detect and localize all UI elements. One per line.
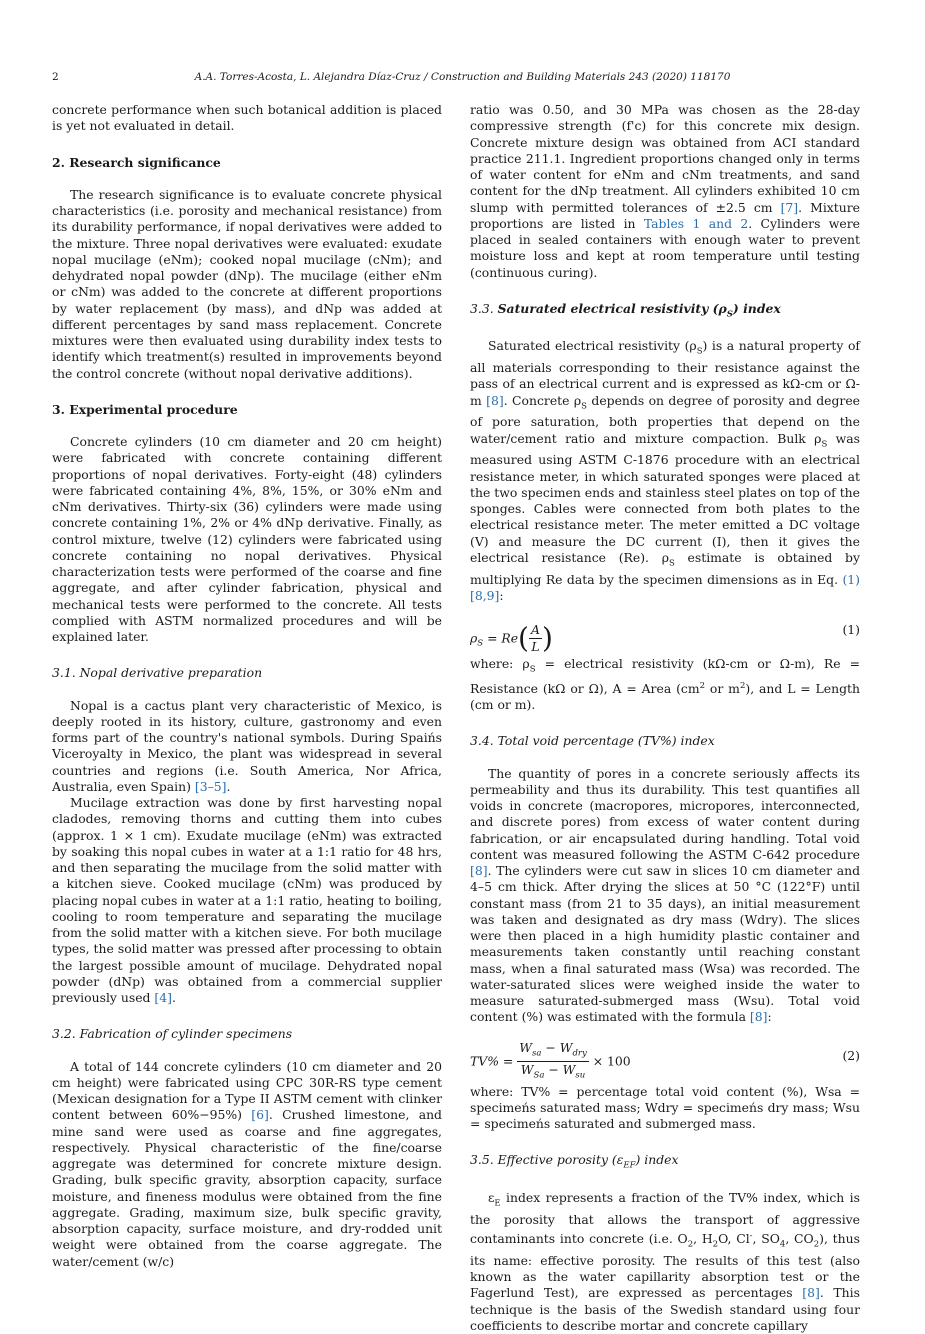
subscript: dry	[572, 1048, 587, 1059]
citation-link[interactable]: [6]	[251, 1107, 269, 1123]
text: Nopal is a cactus plant very characteristic of Mexico, is deeply rooted in its history, culture, gastronomy and even forms part of the country's national symbols. During Spaińs Viceroyalty in Mexico, the plant was widespread in several countries and regions (i.e. South America, Nor Africa, Australia, even Spain)	[52, 697, 442, 794]
subscript: 2	[813, 1239, 820, 1250]
text: estimate is obtained by multiplying Re data by the specimen dimensions as in Eq.	[470, 549, 860, 587]
paragraph: concrete performance when such botanical addition is placed is yet not evaluated in detail.	[52, 102, 442, 134]
symbol: W	[519, 1039, 532, 1055]
paragraph: where: TV% = percentage total void content (%), Wsa = specimeńs saturated mass; Wdry = specimeńs dry mass; Wsu = specimeńs saturated and submerged mass.	[470, 1083, 860, 1132]
subsection-heading: 3.4. Total void percentage (TV%) index	[470, 733, 715, 749]
citation-link[interactable]: [8]	[749, 1009, 768, 1025]
citation-link[interactable]: [8]	[470, 863, 488, 879]
numerator	[517, 1040, 589, 1063]
equation-link[interactable]: (1)	[842, 571, 860, 587]
running-title: A.A. Torres-Acosta, L. Alejandra Díaz-Cruz / Construction and Building Materials 243 (2020) 118170	[194, 71, 731, 83]
fraction	[529, 622, 542, 656]
subscript: E	[494, 1198, 501, 1209]
equation-2	[470, 1036, 860, 1081]
subscript: su	[575, 1070, 586, 1081]
text: where: ρ	[470, 656, 530, 672]
subscript: S	[696, 346, 703, 357]
equation-number: (2)	[842, 1047, 860, 1063]
symbol: − W	[541, 1039, 573, 1055]
subsection-heading	[470, 301, 860, 323]
symbol: = Re	[483, 630, 519, 646]
text: . Concrete ρ	[503, 392, 582, 408]
fraction	[517, 1040, 589, 1084]
text: = electrical resistivity (kΩ-cm or Ω-m), Re = Resistance (kΩ or Ω), A = Area (cm	[470, 656, 860, 696]
heading-text: ) index	[635, 1152, 679, 1168]
subsection-heading: 3.1. Nopal derivative preparation	[52, 665, 263, 681]
subscript: S	[821, 439, 828, 450]
section-heading: 3. Experimental procedure	[52, 401, 238, 417]
citation-link[interactable]: [8]	[802, 1285, 820, 1301]
text: ), thus its name: effective porosity. The results of this test (also known as the water capillarity absorption test or the Fagerlund Test), are expressed as percentages	[470, 1231, 860, 1301]
heading-text: Saturated electrical resistivity (ρ	[497, 300, 727, 316]
text: :	[499, 587, 504, 603]
subsection-heading	[470, 1152, 860, 1174]
text: The quantity of pores in a concrete seriously affects its permeability and thus its durability. This test quantifies all voids in concrete (macropores, micropores, interconnected, and discrete pores) from excess of water content during fabrication, or air encapsulated during handling. Total void content was measured following the ASTM C-642 procedure	[470, 765, 860, 862]
superscript: 2	[699, 680, 706, 691]
text: , CO	[785, 1231, 814, 1247]
text: . The cylinders were cut saw in slices 10 cm diameter and 4–5 cm thick. After drying the slices at 50 °C (122°F) until constant mass (from 21 to 35 days), an initial measurement was taken and designated as dry mass (Wdry). The slices were then placed in a high humidity plastic container and measurements taken constantly until reaching constant mass, when a final saturated mass (Wsa) was recorded. The water-saturated slices were weighed inside the water to measure saturated-submerged mass (Wsu). Total void content (%) was estimated with the formula	[470, 863, 860, 1025]
paren: (	[518, 621, 529, 655]
subscript: Sa	[533, 1070, 545, 1081]
text: Saturated electrical resistivity (ρ	[488, 338, 697, 354]
symbol: TV% =	[470, 1053, 518, 1069]
text: Mucilage extraction was done by first harvesting nopal cladodes, removing thorns and cutting them into cubes (approx. 1 × 1 cm). Exudate mucilage (eNm) was extracted by soaking this nopal cubes in water at a 1:1 ratio for 48 hrs, and then separating the mucilage from the solid matter with a kitchen sieve. Cooked mucilage (cNm) was produced by placing nopal cubes in water at a 1:1 ratio, heating to boiling, cooling to room temperature and separating the mucilage from the solid matter with a kitchen sieve. For both mucilage types, the solid matter was pressed after processing to obtain the largest possible amount of mucilage. Dehydrated nopal powder (dNp) was obtained from a commercial supplier previously used	[52, 795, 442, 1005]
text: . Cylinders were placed in sealed containers with enough water to prevent moisture loss and kept at room temperature until testing (continuous curing).	[470, 215, 860, 280]
text: , H	[693, 1231, 713, 1247]
paragraph	[52, 1059, 442, 1270]
text: :	[767, 1009, 772, 1025]
equation-body	[470, 622, 553, 656]
symbol: W	[520, 1062, 534, 1078]
superscript: 2	[739, 680, 746, 691]
citation-link[interactable]: [3–5]	[194, 778, 227, 794]
table-link[interactable]: Tables 1 and 2	[643, 215, 749, 231]
subscript: EF	[623, 1160, 636, 1171]
section-heading: 2. Research significance	[52, 154, 221, 170]
text: was measured using ASTM C-1876 procedure with an electrical resistance meter, in which saturated sponges were placed at the two specimen ends and stainless steel plates on top of the sponges. Cables were connected from both plates to the electrical resistance meter. The meter emitted a DC voltage (V) and measure the DC current (I), then it gives the electrical resistance (Re). ρ	[470, 430, 861, 565]
subscript: S	[668, 558, 675, 569]
subscript: S	[581, 401, 587, 412]
text: ), and L = Length (cm or m).	[470, 680, 860, 713]
paragraph	[470, 656, 860, 713]
numerator: A	[529, 622, 542, 639]
equation-body	[470, 1040, 631, 1084]
subscript: S	[477, 638, 484, 649]
paragraph	[470, 102, 860, 281]
symbol: × 100	[588, 1053, 631, 1069]
text: A total of 144 concrete cylinders (10 cm diameter and 20 cm height) were fabricated using CPC 30R-RS type cement (Mexican designation for a Type II ASTM cement with clinker content between 60%−95%)	[52, 1058, 442, 1123]
paragraph: Concrete cylinders (10 cm diameter and 20 cm height) were fabricated with concrete containing different proportions of nopal derivatives. Forty-eight (48) cylinders were fabricated containing 4%, 8%, 15%, or 30% eNm and cNm derivatives. Thirty-six (36) cylinders were made using concrete containing 1%, 2% or 4% dNp derivative. Finally, as control mixture, twelve (12) cylinders were fabricated using concrete containing no nopal derivatives. Physical characterization tests were performed of the coarse and fine aggregate, and after cylinder fabrication, physical and mechanical tests were performed to the concrete. All tests complied with ASTM normalized procedures and will be explained later.	[52, 434, 442, 644]
denominator	[517, 1062, 589, 1084]
subscript: 2	[687, 1239, 694, 1250]
right-column	[470, 102, 860, 1334]
heading-text: ) index	[732, 300, 781, 316]
denominator: L	[531, 639, 540, 655]
paren: )	[541, 621, 553, 655]
text: . Mixture proportions are listed in	[470, 199, 860, 231]
page-number: 2	[52, 71, 59, 83]
paragraph: Mucilage extraction was done by first harvesting nopal cladodes, removing thorns and cutting them into cubes (approx. 1 × 1 cm). Exudate mucilage (eNm) was extracted by soaking this nopal cubes in water at a 1:1 ratio for 48 hrs, and then separating the mucilage from the solid matter with a kitchen sieve. Cooked mucilage (cNm) was produced by placing nopal cubes in water at a 1:1 ratio, heating to boiling, cooling to room temperature and separating the mucilage from the solid matter with a kitchen sieve. For both mucilage types, the solid matter was pressed after processing to obtain the largest possible amount of mucilage. Dehydrated nopal powder (dNp) was obtained from a commercial supplier previously used [4].	[52, 795, 442, 1005]
heading-number: 3.3.	[470, 300, 494, 316]
paragraph: Nopal is a cactus plant very characteristic of Mexico, is deeply rooted in its history, culture, gastronomy and even forms part of the country's national symbols. During Spaińs Viceroyalty in Mexico, the plant was widespread in several countries and regions (i.e. South America, Nor Africa, Australia, even Spain) [3–5].	[52, 697, 442, 794]
citation-link[interactable]: [7]	[780, 199, 799, 215]
heading-text: 3.5. Effective porosity (ε	[470, 1152, 624, 1168]
text: . Crushed limestone, and mine sand were used as coarse and fine aggregates, respectively. Physical characteristic of the fine/coarse aggregate was determined for concrete mixture design. Grading, bulk specific gravity, absorption capacity, surface moisture, and fineness modulus were obtained from the fine aggregate. Grading, maximum size, bulk specific gravity, absorption capacity, surface moisture, and dry-rodded unit weight were obtained from the coarse aggregate. The water/cement (w/c)	[52, 1107, 442, 1269]
text: , SO	[752, 1231, 780, 1247]
subsection-heading: 3.2. Fabrication of cylinder specimens	[52, 1026, 293, 1042]
superscript: -	[749, 1231, 753, 1242]
text: depends on degree of porosity and degree of pore saturation, both properties that depend on the water/cement ratio and mixture compaction. Bulk ρ	[470, 392, 860, 446]
text: or m	[705, 680, 740, 696]
subscript: S	[726, 309, 733, 320]
citation-link[interactable]: [8]	[486, 392, 504, 408]
text: index represents a fraction of the TV% index, which is the porosity that allows the transport of aggressive contaminants into concrete (i.e. O	[470, 1190, 860, 1247]
symbol: ρ	[470, 630, 478, 646]
paragraph	[470, 1190, 860, 1334]
citation-link[interactable]: [4]	[154, 990, 172, 1005]
subscript: sa	[532, 1048, 542, 1059]
equation-number: (1)	[842, 622, 860, 638]
text: ε	[488, 1190, 495, 1206]
equation-1	[470, 612, 860, 655]
text: ) is a natural property of all materials corresponding to their resistance against the pass of an electrical current and is expressed as kΩ-cm or Ω-m	[470, 338, 860, 408]
running-header	[52, 71, 873, 89]
text: ratio was 0.50, and 30 MPa was chosen as the 28-day compressive strength (f'c) for this concrete mix design. Concrete mixture design was obtained from ACI standard practice 211.1. Ingredient proportions changed only in terms of water content for eNm and cNm treatments, and sand content for the dNp treatment. All cylinders exhibited 10 cm slump with permitted tolerances of ±2.5 cm	[470, 102, 860, 215]
subscript: S	[529, 664, 536, 675]
subscript: 2	[712, 1239, 719, 1250]
paragraph: The research significance is to evaluate concrete physical characteristics (i.e. porosity and mechanical resistance) from its durability performance, if nopal derivatives were added to the mixture. Three nopal derivatives were evaluated: exudate nopal mucilage (eNm); cooked nopal mucilage (cNm); and dehydrated nopal powder (dNp). The mucilage (either eNm or cNm) was added to the concrete at different proportions by water replacement (by mass), and dNp was added at different percentages by sand mass replacement. Concrete mixtures were then evaluated using durability index tests to identify which treatment(s) resulted in improvements beyond the control concrete (without nopal derivative additions).	[52, 186, 442, 381]
citation-link[interactable]: [8,9]	[470, 587, 500, 603]
paragraph	[470, 766, 860, 1026]
left-column	[52, 102, 442, 1270]
symbol: − W	[544, 1062, 576, 1078]
subscript: 4	[779, 1239, 786, 1250]
text: . This technique is the basis of the Swedish standard using four coefficients to describe mortar and concrete capillary	[470, 1285, 860, 1333]
text: O, Cl	[718, 1231, 750, 1247]
paragraph	[470, 338, 860, 604]
